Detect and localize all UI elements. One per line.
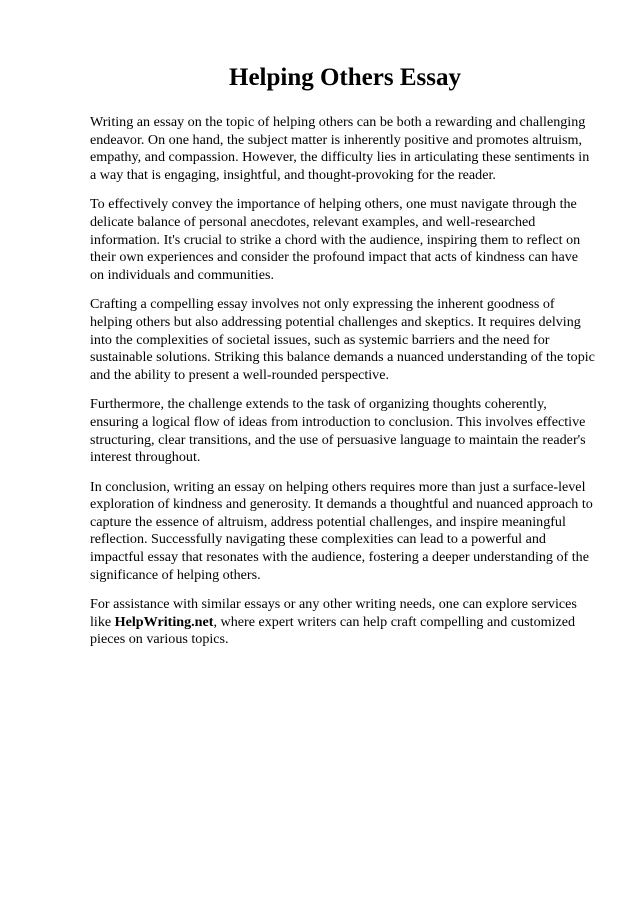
brand-name: HelpWriting.net: [114, 613, 214, 630]
closing-text-after: , where expert writers can help craft compelling and customized pieces on various topics.: [90, 613, 576, 648]
paragraph-3: Crafting a compelling essay involves not only expressing the inherent goodness of helping others but also addressing potential challenges and skeptics. It requires delving into the complexities of societal issues, such as systemic barriers and the need for sustainable solutions. Striking this balance demands a nuanced understanding of the topic and the ability to present a well-rounded perspective.: [90, 296, 595, 383]
paragraph-5: In conclusion, writing an essay on helping others requires more than just a surface-level exploration of kindness and generosity. It demands a thoughtful and nuanced approach to capture the essence of altruism, address potential challenges, and inspire meaningful reflection. Successfully navigating these complexities can lead to a powerful and impactful essay that resonates with the audience, fostering a deeper understanding of the significance of helping others.: [90, 478, 593, 583]
paragraph-2: To effectively convey the importance of helping others, one must navigate through the delicate balance of personal anecdotes, relevant examples, and well-researched information. It's crucial to strike a chord with the audience, inspiring them to reflect on their own experiences and consider the profound impact that acts of kindness can have on individuals and communities.: [90, 196, 581, 283]
paragraph-1: Writing an essay on the topic of helping others can be both a rewarding and challenging endeavor. On one hand, the subject matter is inherently positive and promotes altruism, empathy, and compassion. However, the difficulty lies in articulating these sentiments in a way that is engaging, insightful, and thought-provoking for the reader.: [90, 114, 590, 183]
closing-paragraph: [90, 596, 595, 649]
paragraph-4: Furthermore, the challenge extends to the task of organizing thoughts coherently, ensuring a logical flow of ideas from introduction to conclusion. This involves effective structuring, clear transitions, and the use of persuasive language to maintain the reader's interest throughout.: [90, 396, 586, 466]
document-title: Helping Others Essay: [229, 64, 461, 91]
closing-text-before: For assistance with similar essays or any other writing needs, one can explore services like: [90, 596, 577, 630]
